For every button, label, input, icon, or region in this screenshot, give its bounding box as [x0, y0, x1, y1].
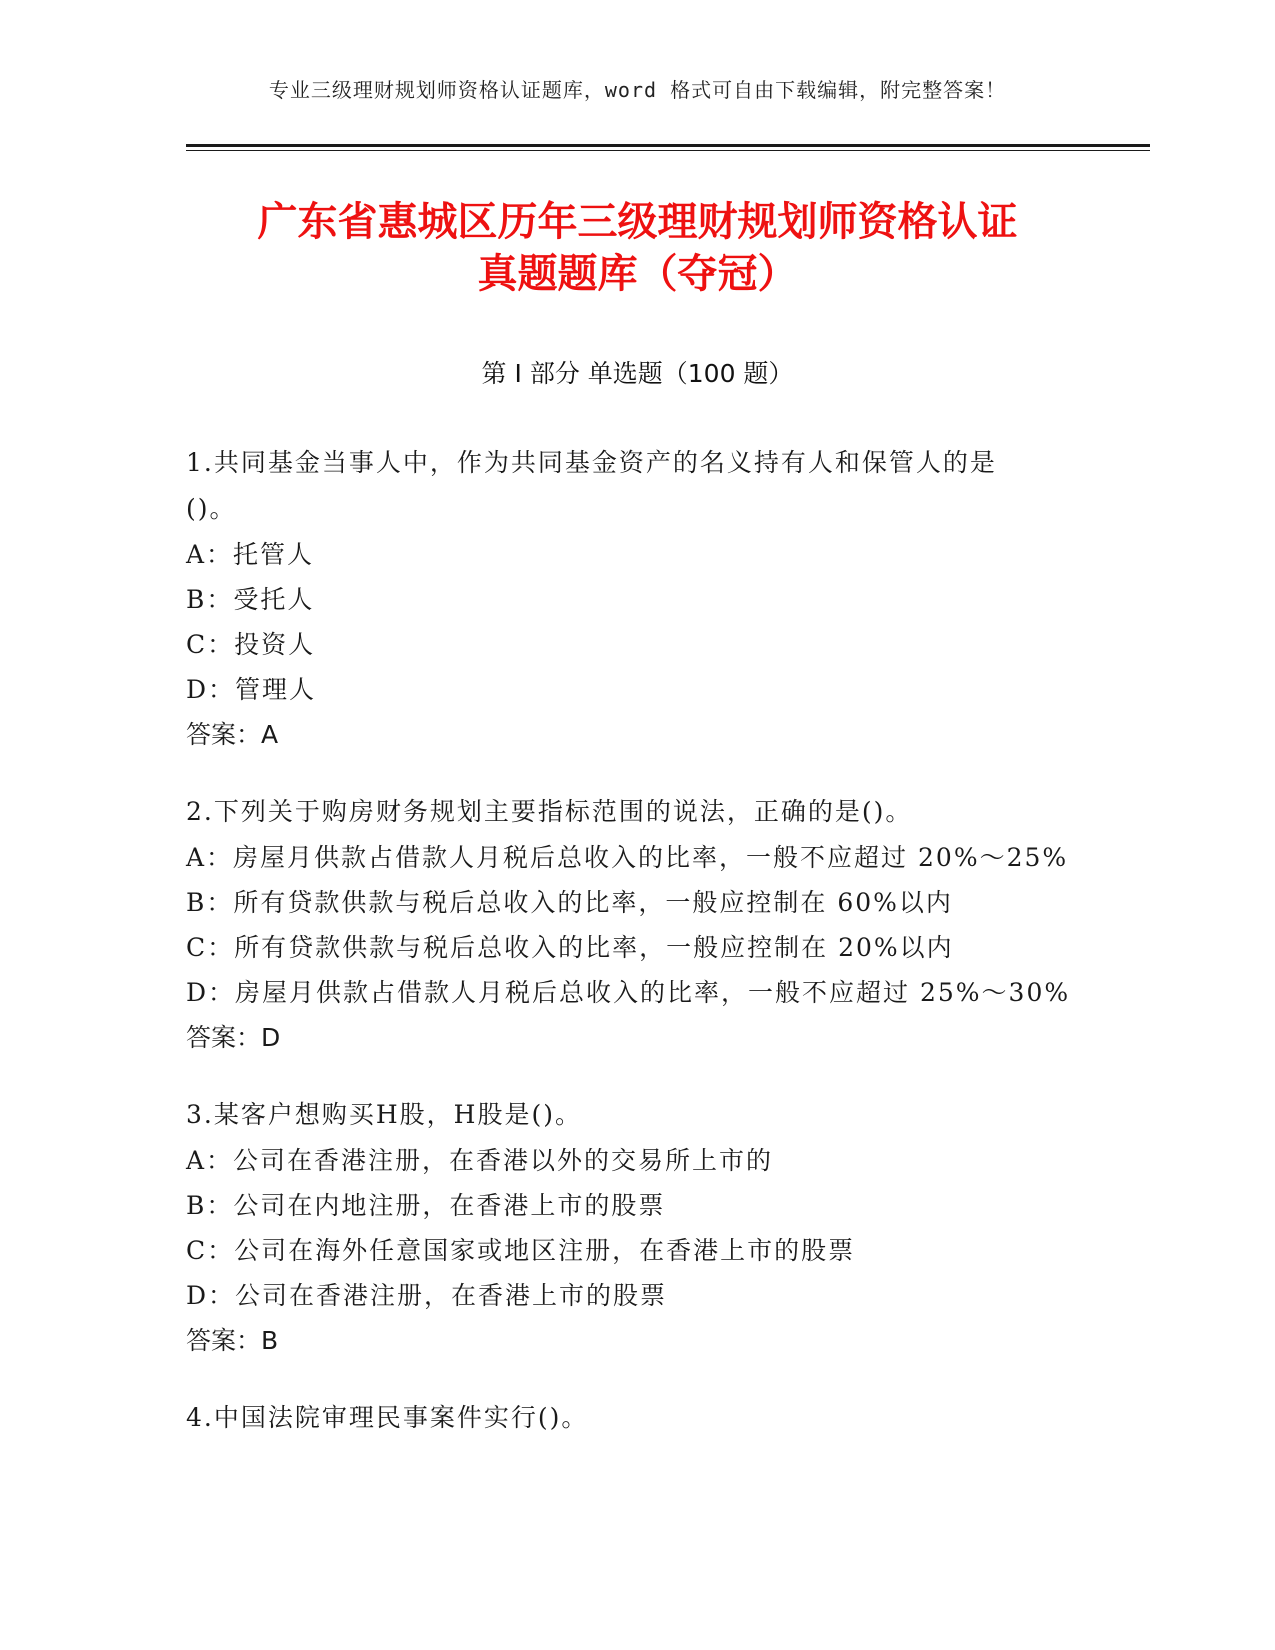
answer: 答案：A: [186, 720, 279, 749]
option-b: B：公司在内地注册，在香港上市的股票: [186, 1191, 666, 1220]
option-c: C：公司在海外任意国家或地区注册，在香港上市的股票: [186, 1236, 856, 1265]
document-title: [150, 196, 1125, 300]
answer: 答案：B: [186, 1326, 279, 1355]
title-line-1: 广东省惠城区历年三级理财规划师资格认证: [257, 199, 1018, 245]
header-divider-thick: [186, 144, 1150, 147]
option-c: C：所有贷款供款与税后总收入的比率，一般应控制在 20%以内: [186, 933, 954, 962]
option-d: D：公司在香港注册，在香港上市的股票: [186, 1281, 668, 1310]
option-a: A：房屋月供款占借款人月税后总收入的比率，一般不应超过 20%～25%: [186, 843, 1069, 872]
question-2: [186, 789, 1086, 1060]
header-note: 专业三级理财规划师资格认证题库，word 格式可自由下载编辑，附完整答案！: [268, 78, 1007, 102]
title-line-2: 真题题库（夺冠）: [477, 251, 798, 297]
section-title: 第 I 部分 单选题（100 题）: [481, 359, 794, 388]
option-b: B：所有贷款供款与税后总收入的比率，一般应控制在 60%以内: [186, 888, 953, 917]
answer: 答案：D: [186, 1023, 281, 1052]
option-d: D：管理人: [186, 675, 317, 704]
option-d: D：房屋月供款占借款人月税后总收入的比率，一般不应超过 25%～30%: [186, 978, 1071, 1007]
header-divider-thin: [186, 150, 1150, 151]
question-4: [186, 1395, 1086, 1441]
question-3: [186, 1092, 1086, 1363]
question-stem: 3.某客户想购买H股，H股是()。: [186, 1100, 582, 1129]
option-a: A：公司在香港注册，在香港以外的交易所上市的: [186, 1146, 774, 1175]
question-list: [186, 440, 1086, 1473]
question-stem: 1.共同基金当事人中，作为共同基金资产的名义持有人和保管人的是: [186, 448, 997, 477]
question-stem: 4.中国法院审理民事案件实行()。: [186, 1403, 589, 1432]
option-c: C：投资人: [186, 630, 316, 659]
question-stem-continued: ()。: [186, 494, 237, 523]
option-a: A：托管人: [186, 540, 315, 569]
option-b: B：受托人: [186, 585, 315, 614]
question-stem: 2.下列关于购房财务规划主要指标范围的说法，正确的是()。: [186, 797, 913, 826]
question-1: [186, 440, 1086, 757]
